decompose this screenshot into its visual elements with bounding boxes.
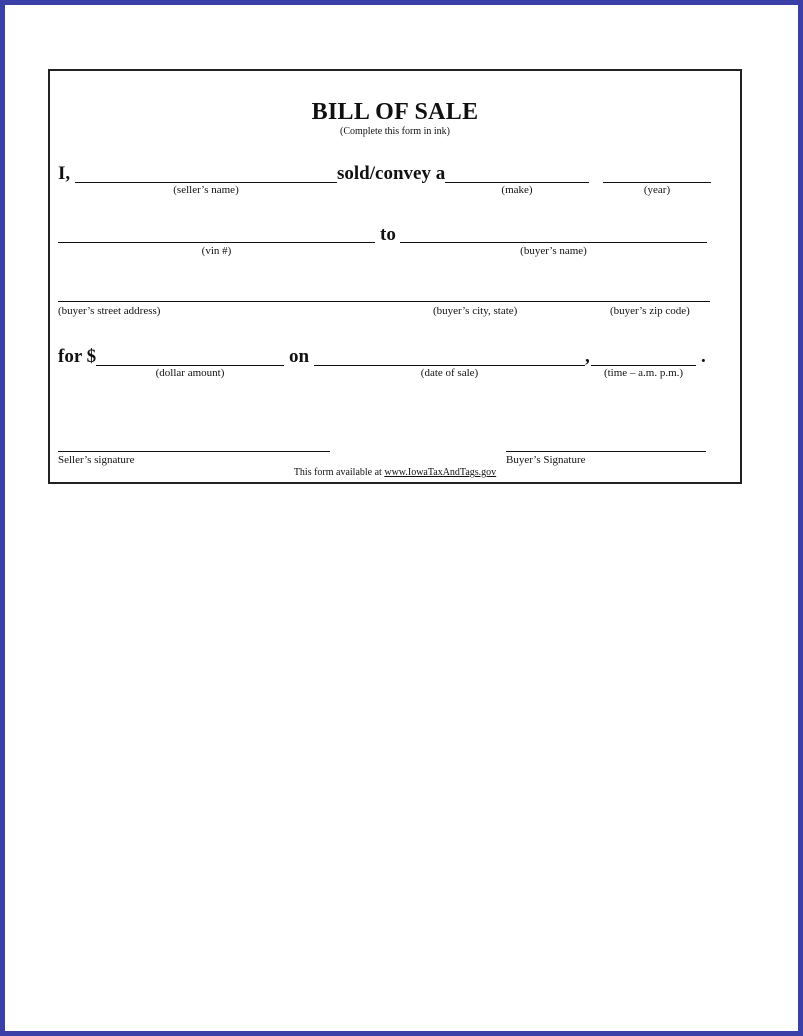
row1-prefix: I, — [58, 163, 71, 184]
seller-name-line[interactable] — [75, 182, 337, 183]
seller-name-caption: (seller’s name) — [173, 184, 239, 196]
seller-signature-line[interactable] — [58, 451, 330, 452]
row4-for-dollar: for $ — [58, 346, 97, 367]
row4-on: on — [289, 346, 310, 367]
buyer-name-caption: (buyer’s name) — [520, 245, 587, 257]
row4-period: . — [701, 346, 706, 367]
time-line[interactable] — [591, 365, 696, 366]
vin-caption: (vin #) — [201, 245, 232, 257]
buyer-address-line[interactable] — [58, 301, 710, 302]
zip-code-caption: (buyer’s zip code) — [610, 305, 690, 317]
row4-comma: , — [585, 346, 590, 367]
make-caption: (make) — [501, 184, 533, 196]
year-line[interactable] — [603, 182, 711, 183]
form-subtitle: (Complete this form in ink) — [340, 126, 450, 137]
year-caption: (year) — [643, 184, 671, 196]
form-title: BILL OF SALE — [311, 99, 479, 125]
bill-of-sale-form — [48, 69, 742, 484]
city-state-caption: (buyer’s city, state) — [433, 305, 518, 317]
buyer-signature-label: Buyer’s Signature — [506, 454, 586, 466]
make-line[interactable] — [445, 182, 589, 183]
street-address-caption: (buyer’s street address) — [58, 305, 161, 317]
row1-sold-convey: sold/convey a — [337, 163, 446, 184]
buyer-signature-line[interactable] — [506, 451, 706, 452]
footer-text: This form available at — [293, 467, 382, 478]
date-of-sale-caption: (date of sale) — [420, 367, 479, 379]
date-of-sale-line[interactable] — [314, 365, 585, 366]
buyer-name-line[interactable] — [400, 242, 707, 243]
seller-signature-label: Seller’s signature — [58, 454, 135, 466]
dollar-amount-line[interactable] — [96, 365, 284, 366]
time-caption: (time – a.m. p.m.) — [603, 367, 684, 379]
row2-to: to — [380, 224, 396, 245]
footer-link[interactable]: www.IowaTaxAndTags.gov — [384, 467, 497, 478]
vin-line[interactable] — [58, 242, 375, 243]
form-footer — [50, 467, 740, 478]
dollar-amount-caption: (dollar amount) — [155, 367, 225, 379]
